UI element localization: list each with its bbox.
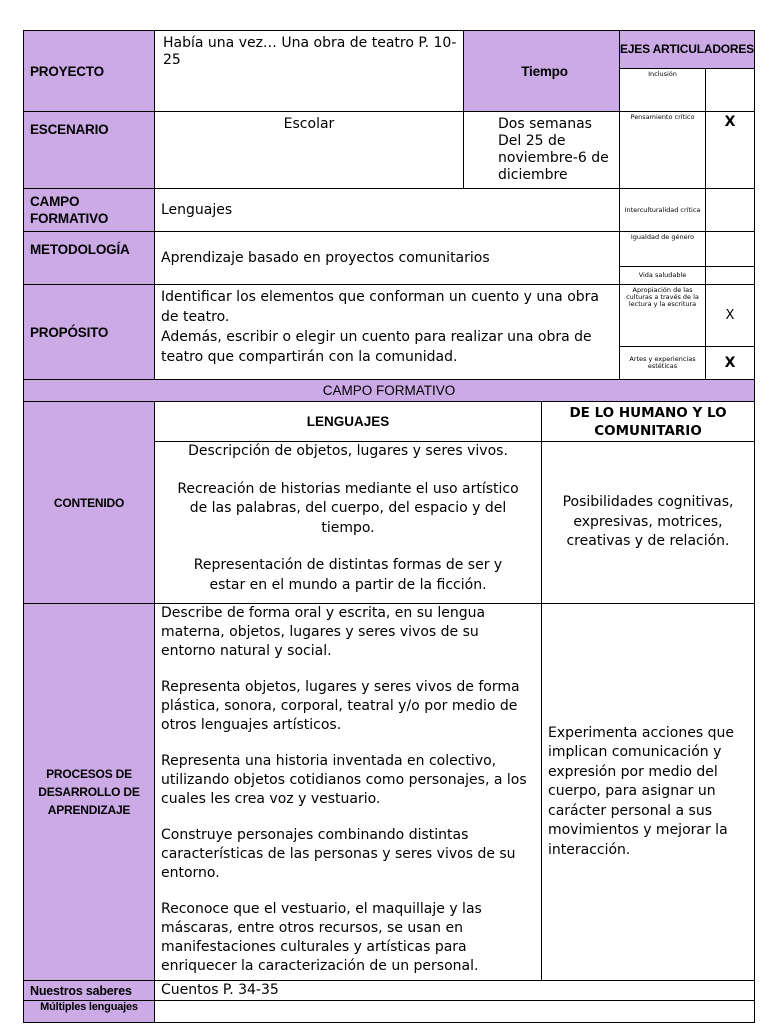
proyecto-value: Había una vez… Una obra de teatro P. 10-25 — [155, 31, 464, 112]
contenido-humano: Posibilidades cognitivas, expresivas, motrices, creativas y de relación. — [542, 442, 755, 604]
eje-label-pensamiento: Pensamiento crítico — [620, 112, 706, 189]
humano-header: DE LO HUMANO Y LO COMUNITARIO — [542, 402, 755, 442]
eje-label-apropiacion: Apropiación de las culturas a través de la lectura y la escritura — [620, 285, 706, 347]
escenario-label: ESCENARIO — [24, 112, 155, 189]
pda-item: Representa objetos, lugares y seres vivos de forma plástica, sonora, corporal, teatral y/o por medio de otros lenguajes artísticos. — [161, 679, 520, 733]
eje-mark-pensamiento: X — [706, 112, 755, 189]
eje-mark-interculturalidad — [706, 189, 755, 232]
saberes-value: Cuentos P. 34-35 — [155, 981, 755, 1001]
eje-label-vida: Vida saludable — [620, 267, 706, 285]
eje-mark-vida — [706, 267, 755, 285]
pda-item: Construye personajes combinando distintas características de las personas y seres vivos de su entorno. — [161, 827, 516, 881]
eje-label-inclusion: Inclusión — [620, 69, 706, 112]
eje-mark-artes: X — [706, 347, 755, 380]
pda-item: Describe de forma oral y escrita, en su lengua materna, objetos, lugares y seres vivos de su entorno natural y social. — [161, 605, 486, 659]
campo-value: Lenguajes — [155, 189, 620, 232]
contenido-lenguajes — [155, 442, 542, 604]
campo-label: CAMPO FORMATIVO — [24, 189, 155, 232]
multiples-value — [155, 1001, 755, 1023]
eje-label-igualdad: Igualdad de género — [620, 232, 706, 267]
eje-label-interculturalidad: Interculturalidad crítica — [620, 189, 706, 232]
pda-item: Reconoce que el vestuario, el maquillaje y las máscaras, entre otros recursos, se usan en manifestaciones culturales y artísticas para enriquecer la caracterización de un personal. — [161, 901, 482, 974]
proposito-label: PROPÓSITO — [24, 285, 155, 380]
pda-lenguajes — [155, 604, 542, 981]
contenido-item: Descripción de objetos, lugares y seres vivos. — [188, 443, 508, 459]
pda-humano: Experimenta acciones que implican comunicación y expresión por medio del cuerpo, para asignar un carácter personal a sus movimientos y mejorar la interacción. — [542, 604, 755, 981]
metodologia-value: Aprendizaje basado en proyectos comunitarios — [155, 232, 620, 285]
campo-formativo-header: CAMPO FORMATIVO — [24, 380, 755, 402]
ejes-label: EJES ARTICULADORES — [620, 31, 755, 69]
eje-mark-apropiacion: X — [706, 285, 755, 347]
contenido-label: CONTENIDO — [24, 402, 155, 604]
proyecto-label: PROYECTO — [24, 31, 155, 112]
tiempo-label: Tiempo — [464, 31, 620, 112]
proposito-line-2: Además, escribir o elegir un cuento para realizar una obra de teatro que compartirán con la comunidad. — [161, 329, 592, 365]
contenido-item: Representación de distintas formas de ser y estar en el mundo a partir de la ficción. — [193, 557, 503, 593]
saberes-label: Nuestros saberes — [24, 981, 155, 1001]
escenario-value: Escolar — [155, 112, 464, 189]
eje-mark-inclusion — [706, 69, 755, 112]
proposito-line-1: Identificar los elementos que conforman un cuento y una obra de teatro. — [161, 289, 599, 325]
eje-label-artes: Artes y experiencias estéticas — [620, 347, 706, 380]
planning-table — [23, 30, 755, 1023]
eje-mark-igualdad — [706, 232, 755, 267]
pda-label: PROCESOS DE DESARROLLO DE APRENDIZAJE — [24, 604, 155, 981]
pda-item: Representa una historia inventada en colectivo, utilizando objetos cotidianos como personajes, a los cuales les crea voz y vestuario. — [161, 753, 527, 807]
tiempo-value: Dos semanas Del 25 de noviembre-6 de diciembre — [464, 112, 620, 189]
lenguajes-header: LENGUAJES — [155, 402, 542, 442]
metodologia-label: METODOLOGÍA — [24, 232, 155, 285]
contenido-item: Recreación de historias mediante el uso artístico de las palabras, del cuerpo, del espacio y del tiempo. — [177, 480, 519, 536]
proposito-text — [155, 285, 620, 380]
multiples-label: Múltiples lenguajes — [24, 1001, 155, 1023]
